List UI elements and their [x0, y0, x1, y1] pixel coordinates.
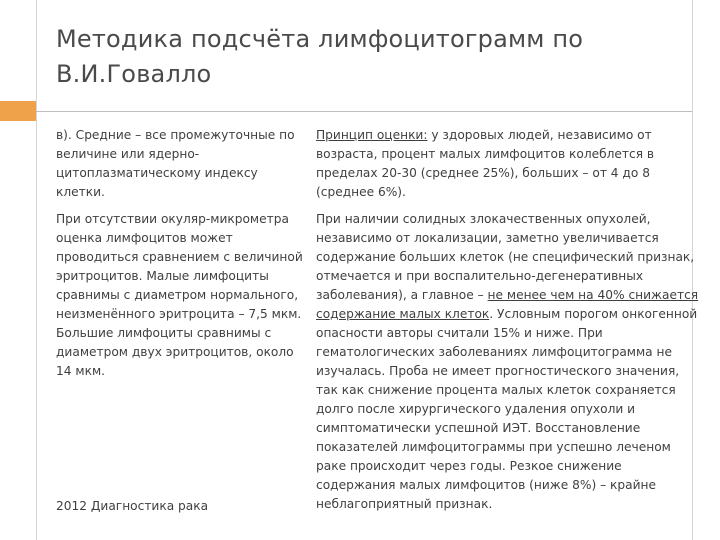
title-divider: [36, 111, 692, 112]
slide-footer: 2012 Диагностика рака: [56, 499, 209, 513]
slide-frame-left-border: [36, 0, 37, 540]
left-paragraph-1: в). Средние – все промежуточные по величине или ядерно-цитоплазматическому индексу клетки.: [56, 128, 295, 199]
slide-title: Методика подсчёта лимфоцитограмм по В.И.Говалло: [56, 25, 584, 88]
tumor-text-end: . Условным порогом онкогенной опасности авторы считали 15% и ниже. При гематологических заболеваниях лимфоцитограмма не изучалась. Проба не имеет прогностического значения, так как снижение процента малых клеток сохраняется долго после хирургического удаления опухоли и симптоматически успешной ИЭТ. Восстановление показателей лимфоцитограммы при успешно леченом раке происходит через годы. Резкое снижение содержания малых лимфоцитов (ниже 8%) – крайне неблагоприятный признак.: [316, 307, 698, 511]
title-accent-block: [0, 101, 36, 121]
principle-heading: Принцип оценки:: [316, 128, 428, 142]
principle-text: у здоровых людей, независимо от возраста, процент малых лимфоцитов колеблется в пределах 20-30 (среднее 25%), больших – от 4 до 8 (среднее 6%).: [316, 128, 655, 199]
right-column: [316, 126, 700, 522]
tumor-text-emphasis: не менее чем на 40% снижается содержание малых клеток: [316, 288, 699, 321]
left-paragraph-2: При отсутствии окуляр-микрометра оценка лимфоцитов может проводиться сравнением с величиной эритроцитов. Малые лимфоциты сравнимы с диаметром нормального, неизменённого эритроцита – 7,5 мкм. Большие лимфоциты сравнимы с диаметром двух эритроцитов, около 14 мкм.: [56, 212, 303, 378]
right-paragraph-2: [316, 210, 700, 514]
right-paragraph-1: [316, 126, 700, 202]
left-column: [56, 126, 308, 389]
tumor-text-start: При наличии солидных злокачественных опухолей, независимо от локализации, заметно увеличивается содержание больших клеток (не специфический признак, отмечается и при воспалительно-дегенеративных заболевания), а главное –: [316, 212, 695, 302]
